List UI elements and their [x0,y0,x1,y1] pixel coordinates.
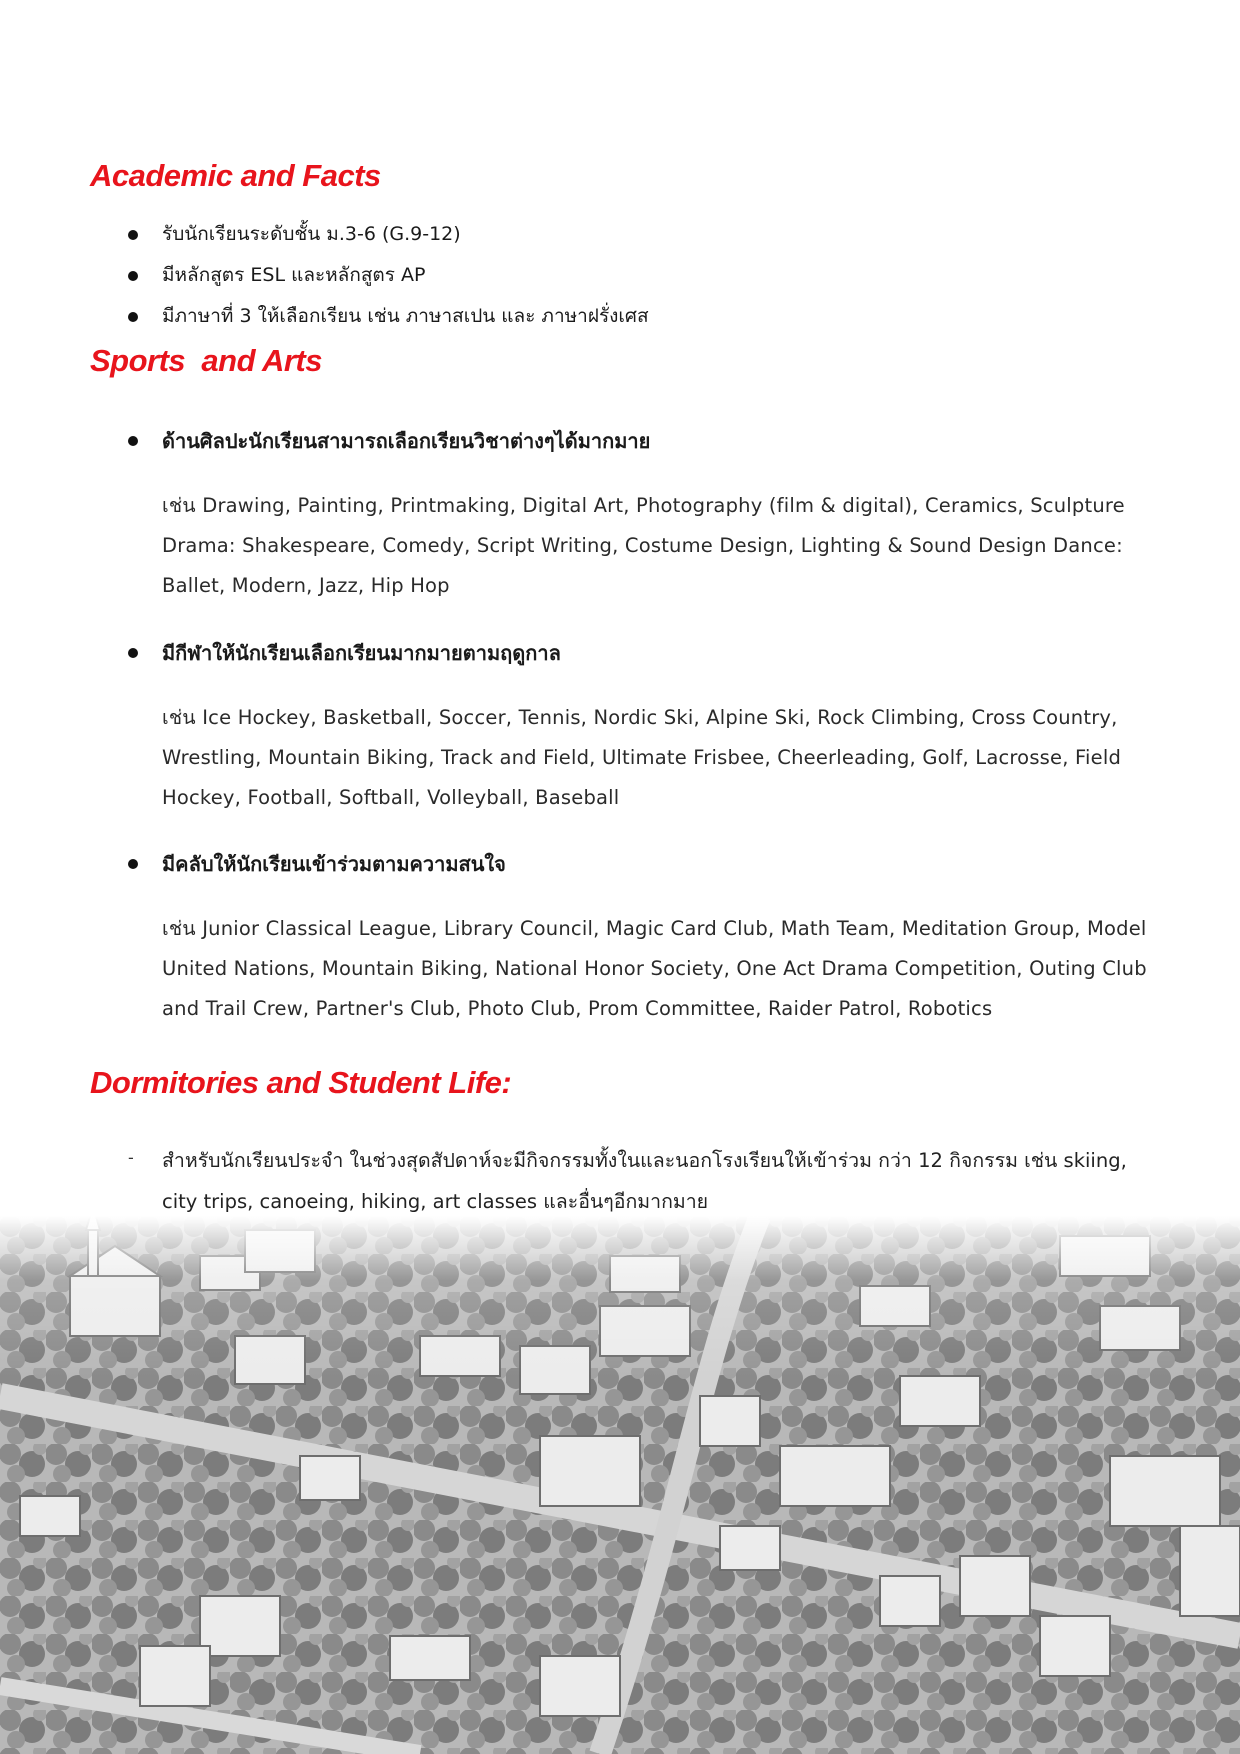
list-item-text: มีหลักสูตร ESL และหลักสูตร AP [162,264,426,286]
bullet-icon [128,648,138,658]
list-item-text: รับนักเรียนระดับชั้น ม.3-6 (G.9-12) [162,223,461,245]
sports-title: มีกีฬาให้นักเรียนเลือกเรียนมากมายตามฤดูกาล [162,641,561,665]
bullet-icon [128,436,138,446]
arts-body: เช่น Drawing, Painting, Printmaking, Digital Art, Photography (film & digital), Ceramics, Sculpture Drama: Shakespeare, Comedy, Script Writing, Costume Design, Lighting & Sound Design Dance: Ballet, Modern, Jazz, Hip Hop [162,494,1125,597]
bullet-icon [128,271,138,281]
clubs-title: มีคลับให้นักเรียนเข้าร่วมตามความสนใจ [162,852,506,876]
bullet-icon [128,230,138,240]
arts-title: ด้านศิลปะนักเรียนสามารถเลือกเรียนวิชาต่างๆได้มากมาย [162,429,651,453]
sports-arts-heading: Sports and Arts [90,343,322,378]
list-item-text: มีภาษาที่ 3 ให้เลือกเรียน เช่น ภาษาสเปน และ ภาษาฝรั่งเศส [162,305,649,327]
dash-marker: - [128,1148,134,1167]
dorm-heading: Dormitories and Student Life: [90,1065,512,1100]
dorm-body: สำหรับนักเรียนประจำ ในช่วงสุดสัปดาห์จะมีกิจกรรมทั้งในและนอกโรงเรียนให้เข้าร่วม กว่า 12 กิจกรรม เช่น skiing, city trips, canoeing, hiking, art classes และอื่นๆอีกมากมาย [162,1149,1127,1213]
aerial-town-photo [0,1216,1240,1754]
sports-body: เช่น Ice Hockey, Basketball, Soccer, Tennis, Nordic Ski, Alpine Ski, Rock Climbing, Cross Country, Wrestling, Mountain Biking, Track and Field, Ultimate Frisbee, Cheerleading, Golf, Lacrosse, Field Hockey, Football, Softball, Volleyball, Baseball [162,706,1122,809]
academic-heading: Academic and Facts [90,158,381,193]
bullet-icon [128,312,138,322]
clubs-body: เช่น Junior Classical League, Library Council, Magic Card Club, Math Team, Meditation Group, Model United Nations, Mountain Biking, National Honor Society, One Act Drama Competition, Outing Club and Trail Crew, Partner's Club, Photo Club, Prom Committee, Raider Patrol, Robotics [162,917,1147,1020]
bullet-icon [128,859,138,869]
